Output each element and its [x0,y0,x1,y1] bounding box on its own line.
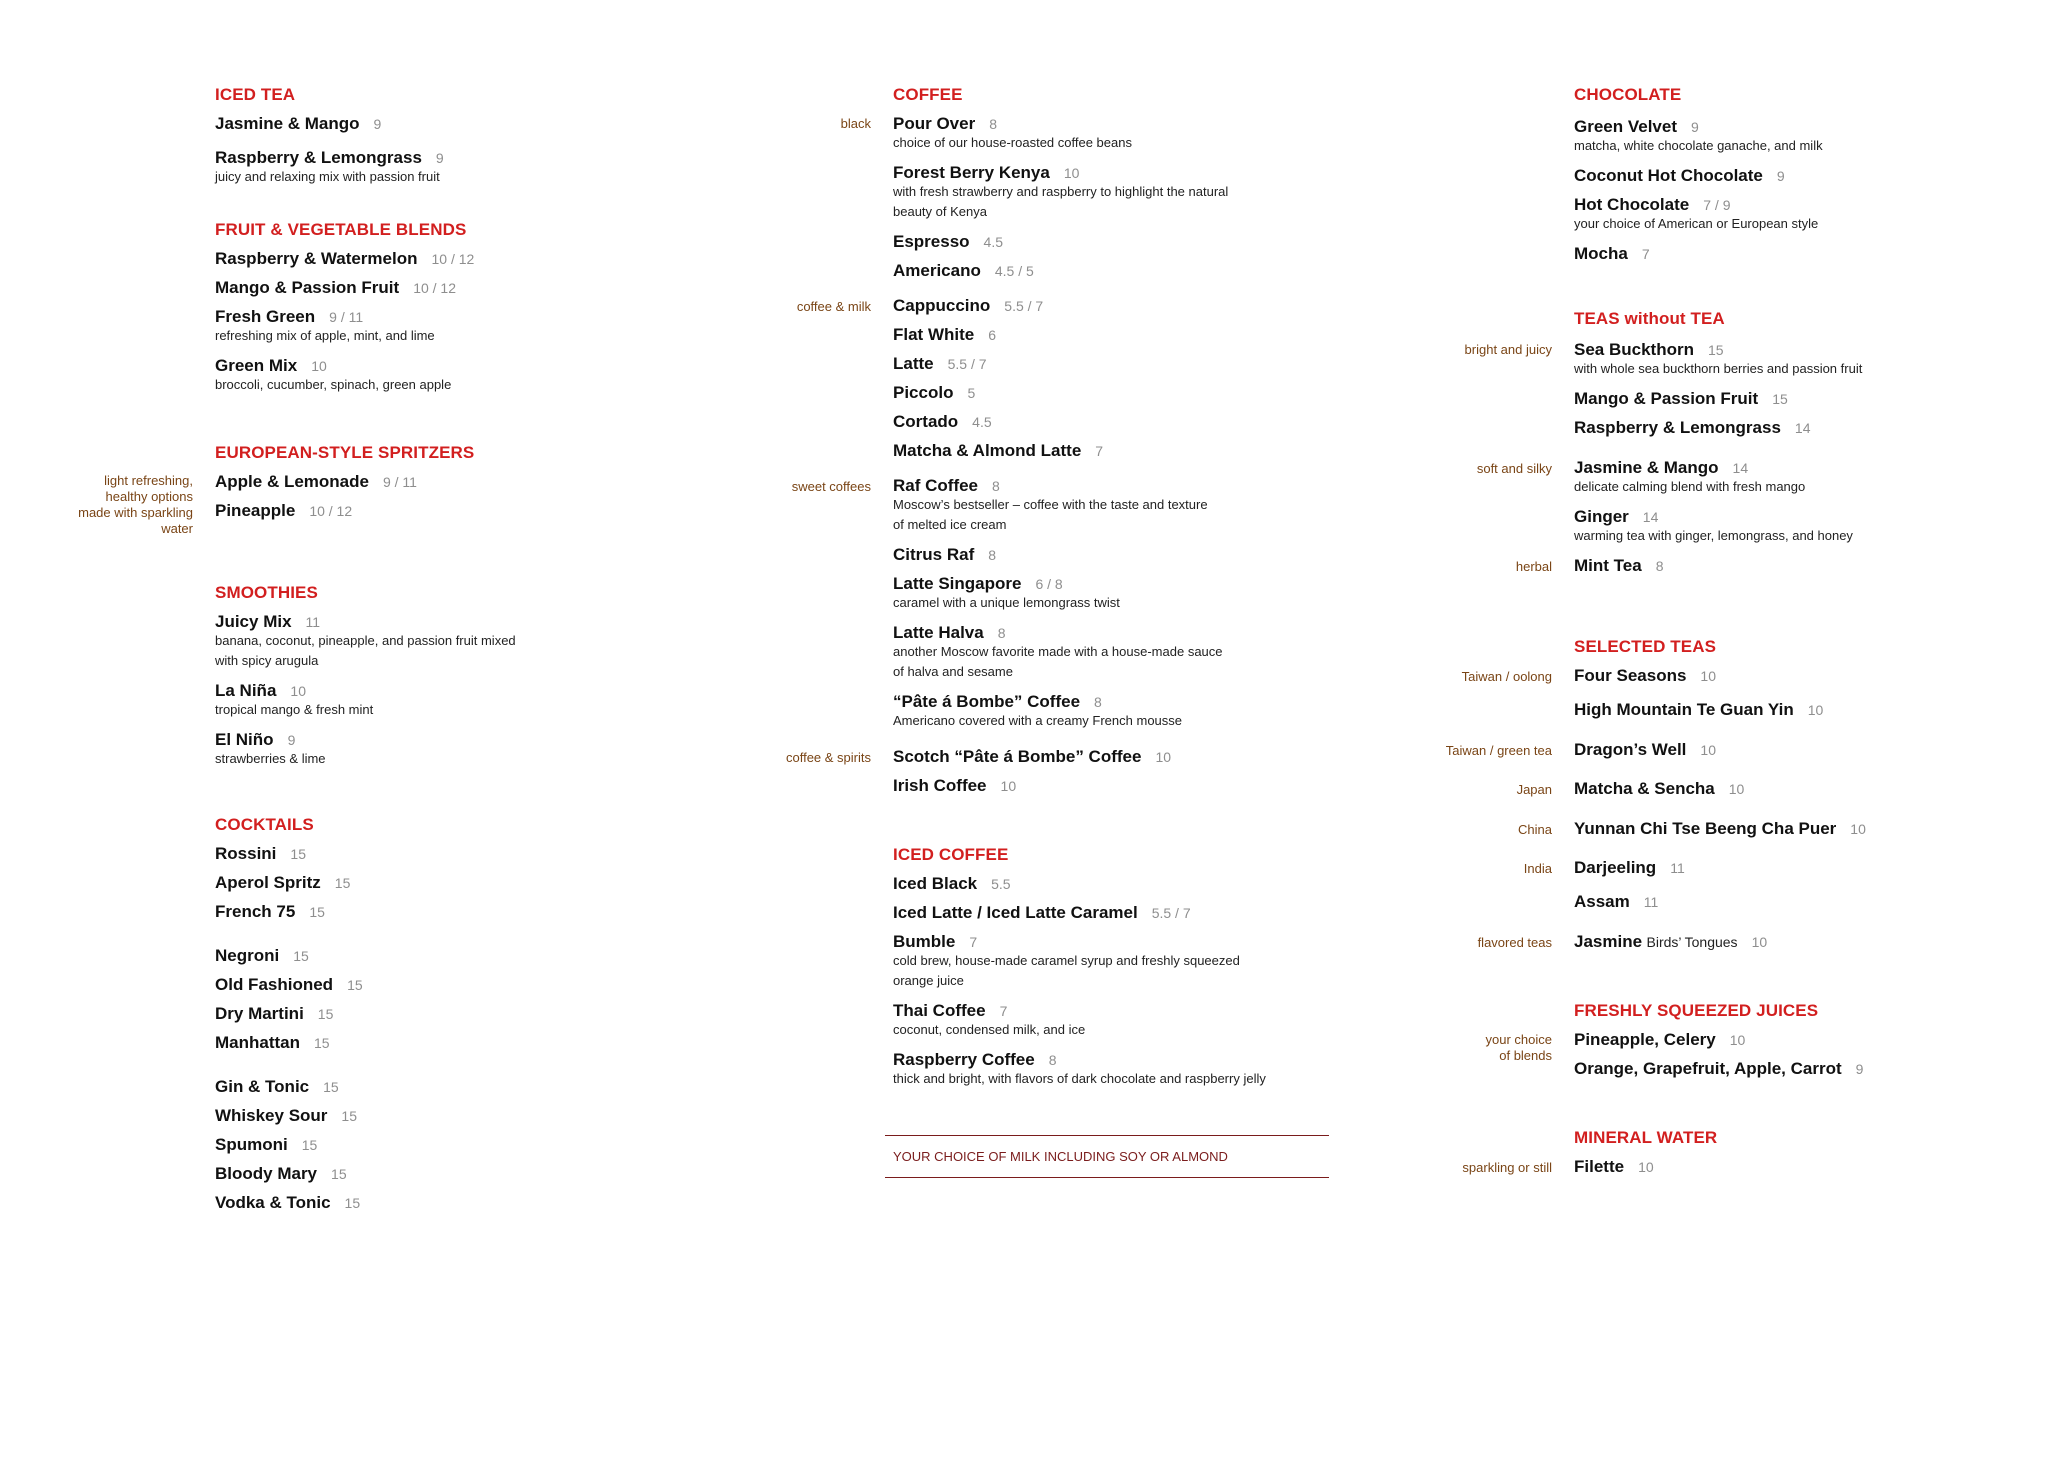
section-title: ICED COFFEE [893,845,1009,864]
section-title: MINERAL WATER [1574,1128,1718,1147]
menu-item: Gin & Tonic 15 [215,1077,339,1096]
menu-item: Piccolo 5 [893,383,976,402]
side-note: your choice of blends [1485,1032,1552,1063]
section-selected-teas [1445,636,2048,951]
side-note: coffee & spirits [785,750,871,765]
item-description: delicate calming blend with fresh mango [1574,479,1806,494]
menu-item: Apple & Lemonade 9 / 11 [215,472,417,491]
side-note: India [1523,861,1552,876]
menu-item: Bumble 7 [893,932,978,951]
item-description: warming tea with ginger, lemongrass, and honey [1574,528,1853,543]
item-description: broccoli, cucumber, spinach, green apple [215,377,452,392]
section-title: COCKTAILS [215,815,314,834]
menu-item: Green Mix 10 [215,356,327,375]
menu-item: Latte Singapore 6 / 8 [893,574,1063,593]
section-mineral-water [1462,1127,2048,1176]
item-description: juicy and relaxing mix with passion fruit [215,169,440,184]
menu-item: Old Fashioned 15 [215,975,363,994]
section-title: FRESHLY SQUEEZED JUICES [1574,1001,1819,1020]
section-cocktails [215,814,775,1212]
side-note: sweet coffees [791,479,871,494]
menu-item: Aperol Spritz 15 [215,873,351,892]
menu-item: Latte Halva 8 [893,623,1006,642]
side-note: herbal [1515,559,1552,574]
menu-item: La Niña 10 [215,681,306,700]
item-description: choice of our house-roasted coffee beans [893,135,1132,150]
menu-item: Fresh Green 9 / 11 [215,307,364,326]
item-description: of halva and sesame [893,664,1013,679]
menu-item: Matcha & Almond Latte 7 [893,441,1104,460]
side-note: Taiwan / green tea [1445,743,1552,758]
menu-item: Sea Buckthorn 15 [1574,340,1724,359]
side-note: Japan [1516,782,1552,797]
menu-item: Mocha 7 [1574,244,1650,263]
side-note: soft and silky [1476,461,1552,476]
section-iced-tea [215,84,775,184]
item-description: thick and bright, with flavors of dark chocolate and raspberry jelly [893,1071,1266,1086]
section-coffee [785,84,1453,795]
side-note: black [840,116,871,131]
menu-item: “Pâte á Bombe” Coffee 8 [893,692,1102,711]
menu-item: Ginger 14 [1574,507,1659,526]
menu-item: Latte 5.5 / 7 [893,354,987,373]
menu-item: Forest Berry Kenya 10 [893,163,1080,182]
item-description: beauty of Kenya [893,204,987,219]
menu-item: Flat White 6 [893,325,997,344]
item-description: with whole sea buckthorn berries and passion fruit [1574,361,1863,376]
menu-item: Juicy Mix 11 [215,612,321,631]
item-description: orange juice [893,973,964,988]
menu-item: Espresso 4.5 [893,232,1004,251]
section-title: TEAS without TEA [1574,309,1725,328]
menu-item: Raspberry & Lemongrass 9 [215,148,444,167]
item-description: coconut, condensed milk, and ice [893,1022,1086,1037]
menu-item: Jasmine & Mango 14 [1574,458,1749,477]
side-note: Taiwan / oolong [1461,669,1552,684]
side-note: China [1518,822,1552,837]
menu-item: Darjeeling 11 [1574,858,1685,877]
section-teas-without-tea [1464,308,2048,575]
menu-item: Raspberry & Watermelon 10 / 12 [215,249,475,268]
menu-item: Mango & Passion Fruit 10 / 12 [215,278,457,297]
section-juices [1485,1000,2048,1078]
side-note: flavored teas [1477,935,1552,950]
side-note: bright and juicy [1464,342,1552,357]
menu-item: Cortado 4.5 [893,412,992,431]
menu-item: Scotch “Pâte á Bombe” Coffee 10 [893,747,1172,766]
menu-item: Orange, Grapefruit, Apple, Carrot 9 [1574,1059,1864,1078]
menu-item: High Mountain Te Guan Yin 10 [1574,700,1824,719]
menu-item: Raf Coffee 8 [893,476,1000,495]
menu-item: Americano 4.5 / 5 [893,261,1034,280]
side-note-wrap [1352,1032,1552,1064]
menu-item: Iced Black 5.5 [893,874,1011,893]
side-note: sparkling or still [1462,1160,1552,1175]
menu-item: Whiskey Sour 15 [215,1106,357,1125]
item-description: your choice of American or European style [1574,216,1819,231]
item-description: strawberries & lime [215,751,326,766]
menu-item: French 75 15 [215,902,325,921]
menu-item: Mango & Passion Fruit 15 [1574,389,1788,408]
item-description: banana, coconut, pineapple, and passion fruit mixed [215,633,516,648]
menu-item: Citrus Raf 8 [893,545,997,564]
section-smoothies [215,582,775,766]
menu-item: Rossini 15 [215,844,306,863]
item-description: cold brew, house-made caramel syrup and freshly squeezed [893,953,1240,968]
section-title: EUROPEAN-STYLE SPRITZERS [215,443,475,462]
item-description: of melted ice cream [893,517,1007,532]
menu-item: Raspberry & Lemongrass 14 [1574,418,1811,437]
item-description: with spicy arugula [215,653,319,668]
section-spritzers [78,442,775,536]
menu-item: Hot Chocolate 7 / 9 [1574,195,1731,214]
menu-item: Dragon’s Well 10 [1574,740,1716,759]
section-title: SMOOTHIES [215,583,318,602]
menu-item: Bloody Mary 15 [215,1164,347,1183]
menu-item: Raspberry Coffee 8 [893,1050,1057,1069]
menu-item: Pour Over 8 [893,114,997,133]
menu-item: Manhattan 15 [215,1033,330,1052]
item-description: Americano covered with a creamy French mousse [893,713,1183,728]
menu-item: Green Velvet 9 [1574,117,1699,136]
section-title: FRUIT & VEGETABLE BLENDS [215,220,467,239]
menu-item: Thai Coffee 7 [893,1001,1008,1020]
menu-item: Spumoni 15 [215,1135,318,1154]
menu-item: Coconut Hot Chocolate 9 [1574,166,1785,185]
menu-item: Pineapple, Celery 10 [1574,1030,1746,1049]
menu-item: Filette 10 [1574,1157,1654,1176]
section-chocolate [1574,84,2048,263]
section-title: SELECTED TEAS [1574,637,1717,656]
menu-item: Iced Latte / Iced Latte Caramel 5.5 / 7 [893,903,1191,922]
menu-item: Mint Tea 8 [1574,556,1664,575]
menu-item: Cappuccino 5.5 / 7 [893,296,1044,315]
item-description: refreshing mix of apple, mint, and lime [215,328,435,343]
section-title: ICED TEA [215,85,296,104]
item-description: another Moscow favorite made with a house-made sauce [893,644,1223,659]
menu-item: Irish Coffee 10 [893,776,1017,795]
menu-item: El Niño 9 [215,730,296,749]
section-title: CHOCOLATE [1574,85,1682,104]
item-description: with fresh strawberry and raspberry to highlight the natural [893,184,1229,199]
menu-item: Dry Martini 15 [215,1004,334,1023]
item-description: matcha, white chocolate ganache, and milk [1574,138,1823,153]
side-note: coffee & milk [796,299,871,314]
item-description: tropical mango & fresh mint [215,702,374,717]
menu-item: Yunnan Chi Tse Beeng Cha Puer 10 [1574,819,1866,838]
menu-item: Negroni 15 [215,946,309,965]
item-description: caramel with a unique lemongrass twist [893,595,1120,610]
menu-item: Matcha & Sencha 10 [1574,779,1745,798]
menu-item: Four Seasons 10 [1574,666,1716,685]
menu-item: Vodka & Tonic 15 [215,1193,361,1212]
menu-item: Jasmine & Mango 9 [215,114,382,133]
milk-note-box [885,1135,1329,1178]
side-note: light refreshing, healthy options made with sparkling water [78,473,193,536]
menu-item: Jasmine Birds’ Tongues 10 [1574,932,1768,951]
milk-note: YOUR CHOICE OF MILK INCLUDING SOY OR ALMOND [893,1149,1228,1164]
item-description: Moscow’s bestseller – coffee with the taste and texture [893,497,1208,512]
section-fruit-vegetable [215,219,775,392]
menu-item: Pineapple 10 / 12 [215,501,353,520]
section-title: COFFEE [893,85,963,104]
menu-item: Assam 11 [1574,892,1659,911]
